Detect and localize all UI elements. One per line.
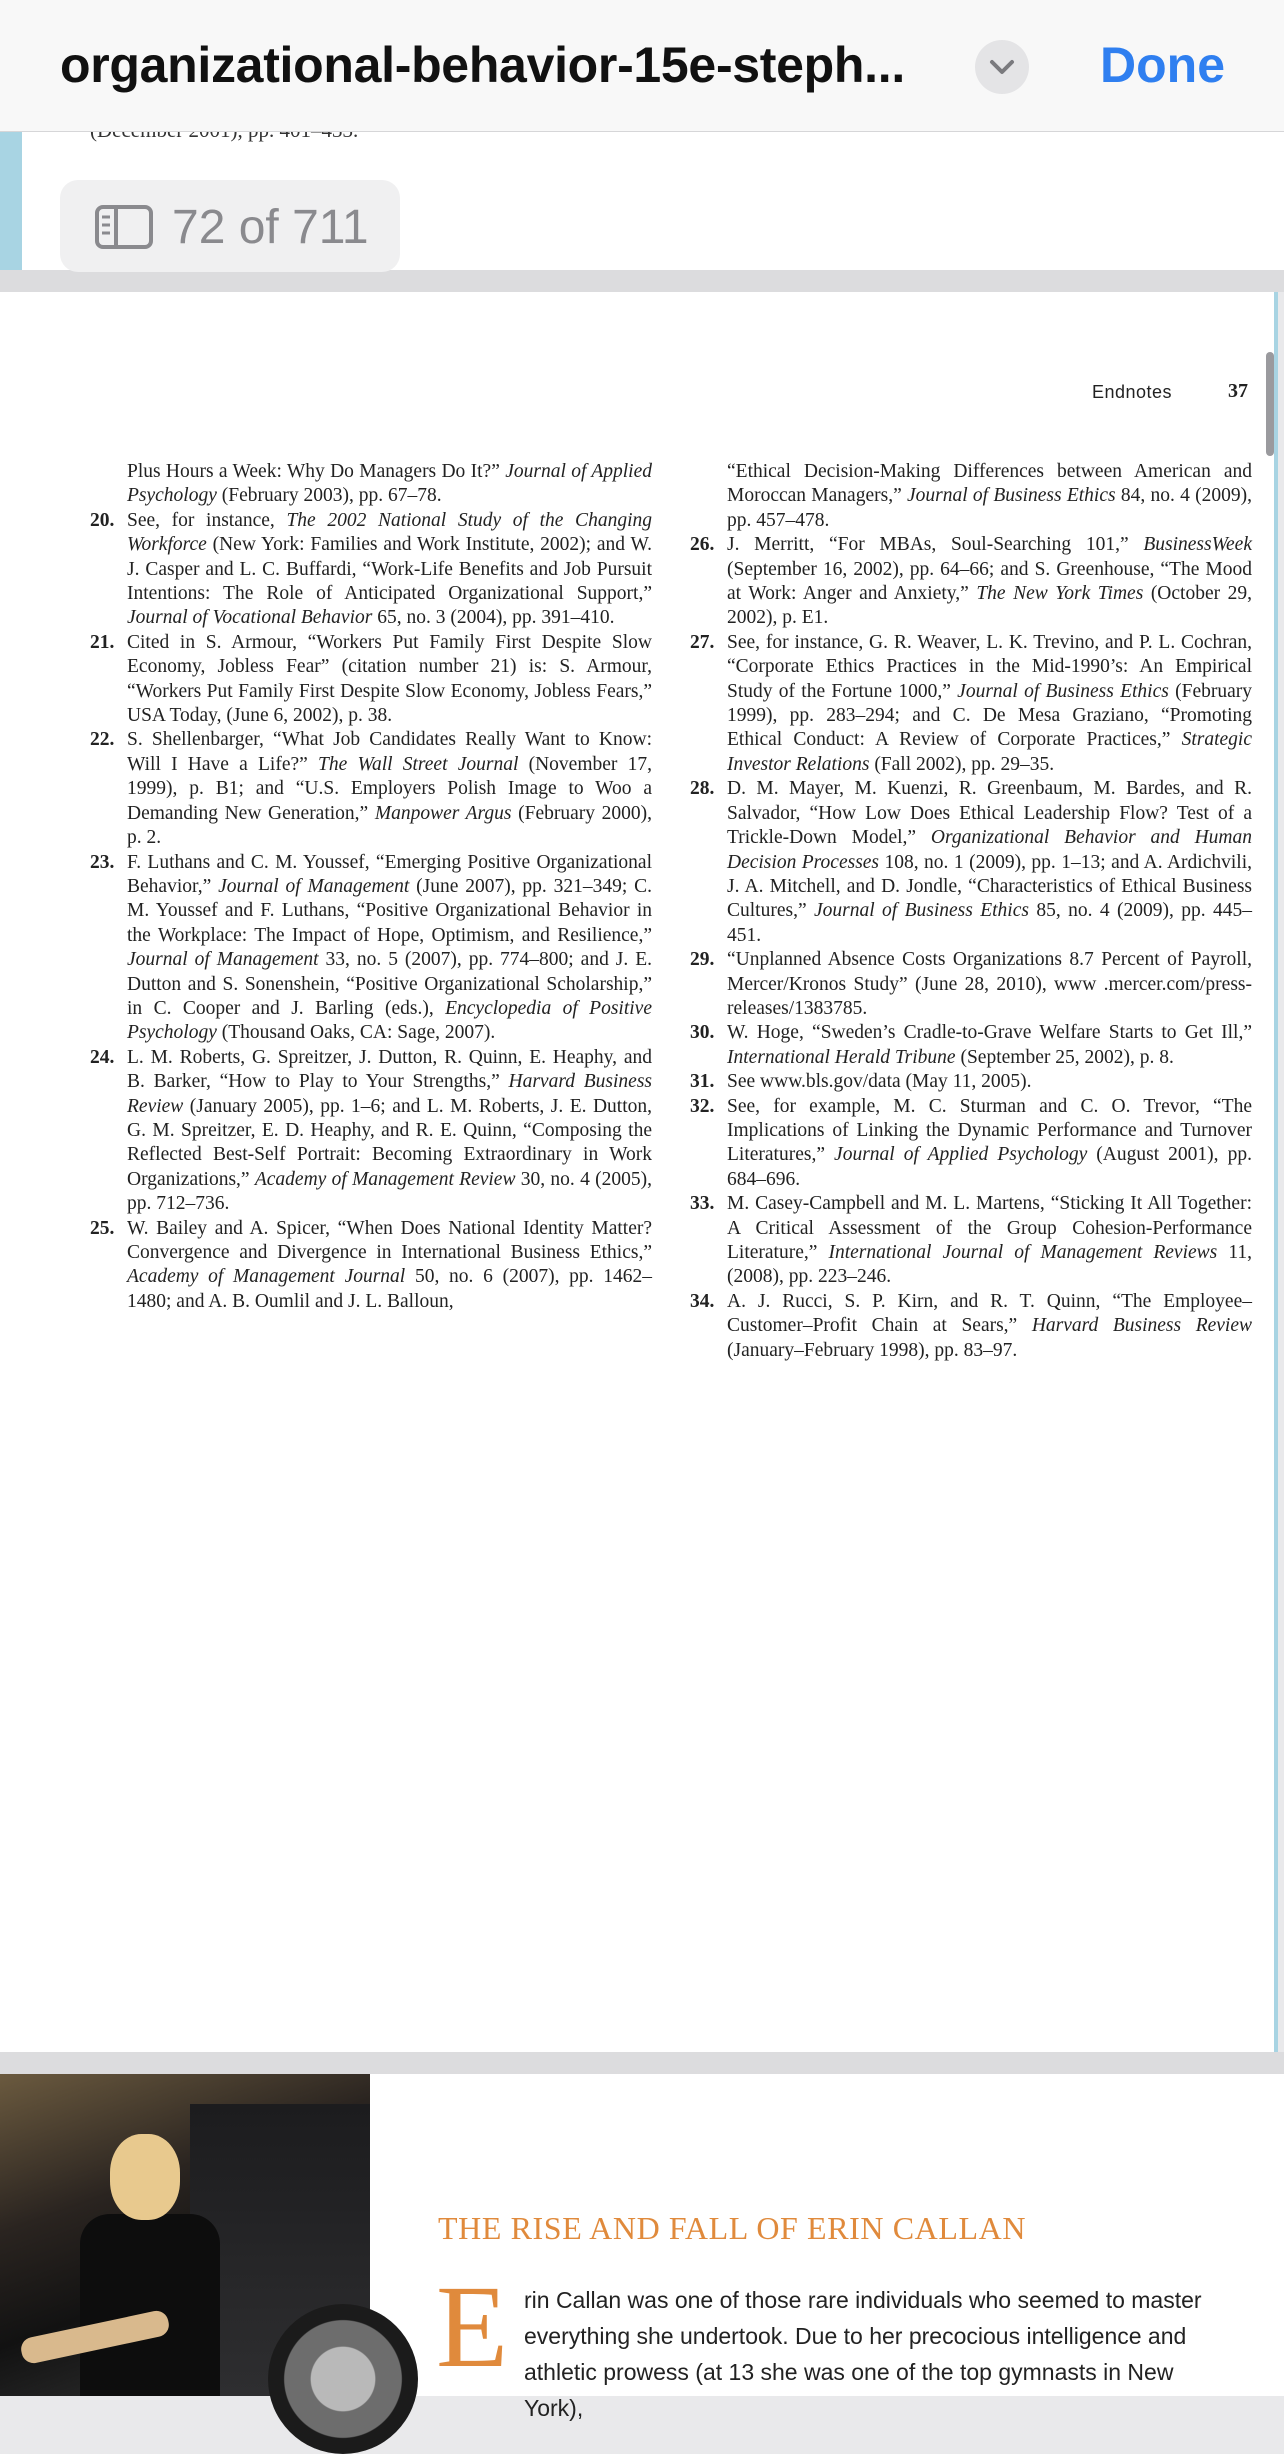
endnote-number: 32. xyxy=(690,1095,715,1117)
endnote xyxy=(690,948,1252,1021)
endnote xyxy=(690,1021,1252,1070)
endnote-text: See www.bls.gov/data (May 11, 2005). xyxy=(727,1071,1032,1093)
endnote xyxy=(90,728,652,850)
page-edge xyxy=(0,132,22,270)
endnote xyxy=(690,460,1252,533)
endnote xyxy=(690,777,1252,948)
endnote-text: S. Shellenbarger, “What Job Candidates Really Want to Know: Will I Have a Life?” The Wall Street Journal (November 17, 1999), p. B1; and “U.S. Employers Polish Image to Woo a Demanding New Generation,” Manpower Argus (February 2000), p. 2. xyxy=(127,729,652,849)
endnote-number: 29. xyxy=(690,949,715,971)
endnote-text: A. J. Rucci, S. P. Kirn, and R. T. Quinn, “The Employee–Customer–Profit Chain at Sears,” Harvard Business Review (January–February 1998), pp. 83–97. xyxy=(727,1290,1252,1361)
endnote-text: See, for instance, G. R. Weaver, L. K. Trevino, and P. L. Cochran, “Corporate Ethics Practices in the Mid-1990’s: An Empirical Study of the Fortune 1000,” Journal of Business Ethics (February 1999), pp. 283–294; and C. De Mesa Graziano, “Promoting Ethical Conduct: A Review of Corporate Practices,” Strategic Investor Relations (Fall 2002), pp. 29–35. xyxy=(727,631,1252,775)
endnote-number: 23. xyxy=(90,851,115,873)
endnote-text: D. M. Mayer, M. Kuenzi, R. Greenbaum, M. Bardes, and R. Salvador, “How Low Does Ethical Leadership Flow? Test of a Trickle-Down Model,” Organizational Behavior and Human Decision Processes 108, no. 1 (2009), pp. 1–13; and A. Ardichvili, J. A. Mitchell, and D. Jondle, “Characteristics of Ethical Business Cultures,” Journal of Business Ethics 85, no. 4 (2009), pp. 445–451. xyxy=(727,778,1252,946)
endnote-text: M. Casey-Campbell and M. L. Martens, “Sticking It All Together: A Critical Assessment of the Group Cohesion-Performance Literature,” International Journal of Management Reviews 11, (2008), pp. 223–246. xyxy=(727,1193,1252,1288)
endnote-number: 21. xyxy=(90,631,115,653)
next-page xyxy=(0,2074,1284,2421)
navigation-bar xyxy=(0,0,1284,132)
page-number: 37 xyxy=(1228,380,1248,402)
endnote-text: Plus Hours a Week: Why Do Managers Do It?” Journal of Applied Psychology (February 2003), pp. 67–78. xyxy=(127,461,652,507)
endnote-number: 25. xyxy=(90,1217,115,1239)
endnote-text: See, for example, M. C. Sturman and C. O. Trevor, “The Implications of Linking the Dynamic Performance and Turnover Literatures,” Journal of Applied Psychology (August 2001), pp. 684–696. xyxy=(727,1095,1252,1190)
endnote-text: F. Luthans and C. M. Youssef, “Emerging Positive Organizational Behavior,” Journal of Management (June 2007), pp. 321–349; C. M. Youssef and F. Luthans, “Positive Organizational Behavior in the Workplace: The Impact of Hope, Optimism, and Resilience,” Journal of Management 33, no. 5 (2007), pp. 774–800; and J. E. Dutton and S. Sonenshein, “Positive Organizational Scholarship,” in C. Cooper and J. Barling (eds.), Encyclopedia of Positive Psychology (Thousand Oaks, CA: Sage, 2007). xyxy=(127,851,653,1044)
story-title: THE RISE AND FALL OF ERIN CALLAN xyxy=(438,2210,1027,2246)
endnote-number: 30. xyxy=(690,1022,715,1044)
endnote xyxy=(90,851,652,1046)
endnote-number: 33. xyxy=(690,1193,715,1215)
endnote-number: 22. xyxy=(90,729,115,751)
story-text: rin Callan was one of those rare individuals who seemed to master everything she undertook. Due to her precocious intelligence and athletic prowess (at 13 she was one of the top gymnasts in New York), xyxy=(524,2287,1202,2421)
photo-person-body xyxy=(80,2214,220,2396)
scrollbar[interactable] xyxy=(1266,352,1274,456)
photo-person-head xyxy=(110,2134,180,2220)
running-head: Endnotes xyxy=(1092,382,1173,402)
endnote xyxy=(90,1046,652,1217)
endnote xyxy=(90,460,652,509)
endnote xyxy=(690,631,1252,777)
chevron-down-icon xyxy=(989,56,1015,78)
drop-cap: E xyxy=(436,2261,509,2392)
page-separator xyxy=(0,270,1284,292)
endnote-number: 27. xyxy=(690,631,715,653)
left-column xyxy=(90,460,652,1314)
document-page[interactable] xyxy=(0,292,1278,2052)
endnote-text: See, for instance, The 2002 National Study of the Changing Workforce (New York: Families and Work Institute, 2002); and W. J. Casper and L. C. Buffardi, “Work-Life Benefits and Job Pursuit Intentions: The Role of Anticipated Organizational Support,” Journal of Vocational Behavior 65, no. 3 (2004), pp. 391–410. xyxy=(127,509,652,629)
endnote-text: L. M. Roberts, G. Spreitzer, J. Dutton, R. Quinn, E. Heaphy, and B. Barker, “How to Play to Your Strengths,” Harvard Business Review (January 2005), pp. 1–6; and L. M. Roberts, J. E. Dutton, G. M. Spreitzer, E. D. Heaphy, and R. E. Quinn, “Composing the Reflected Best-Self Portrait: Becoming Extraordinary in Work Organizations,” Academy of Management Review 30, no. 4 (2005), pp. 712–736. xyxy=(127,1046,652,1215)
endnote-text: “Unplanned Absence Costs Organizations 8.7 Percent of Payroll, Mercer/Kronos Study” (June 28, 2010), www .mercer.com/press-releases/1383785. xyxy=(727,949,1252,1019)
endnote xyxy=(690,1095,1252,1193)
endnote-text: Cited in S. Armour, “Workers Put Family First Despite Slow Economy, Jobless Fear” (citation number 21) is: S. Armour, “Workers Put Family First Despite Slow Economy, Jobless Fears,” USA Today, (June 6, 2002), p. 38. xyxy=(127,631,652,727)
done-button[interactable]: Done xyxy=(1100,37,1225,93)
photo-wheel xyxy=(268,2304,418,2454)
endnote xyxy=(90,631,652,729)
endnote xyxy=(690,533,1252,631)
page-counter-text: 72 of 711 xyxy=(172,201,369,254)
endnote xyxy=(690,1192,1252,1290)
endnote-number: 28. xyxy=(690,778,715,800)
page-counter[interactable] xyxy=(60,180,400,272)
endnote xyxy=(90,1217,652,1315)
endnote-text: W. Hoge, “Sweden’s Cradle-to-Grave Welfare Starts to Get Ill,” International Herald Tribune (September 25, 2002), p. 8. xyxy=(727,1022,1252,1068)
sidebar-icon xyxy=(94,204,154,250)
endnote-text: J. Merritt, “For MBAs, Soul-Searching 101,” BusinessWeek (September 16, 2002), pp. 64–66; and S. Greenhouse, “The Mood at Work: Anger and Anxiety,” The New York Times (October 29, 2002), p. E1. xyxy=(727,534,1252,629)
title-menu-button[interactable] xyxy=(975,40,1029,94)
document-title[interactable]: organizational-behavior-15e-steph... xyxy=(60,37,905,93)
endnote-number: 31. xyxy=(690,1071,715,1093)
endnote-text: “Ethical Decision-Making Differences between American and Moroccan Managers,” Journal of Business Ethics 84, no. 4 (2009), pp. 457–478. xyxy=(727,461,1252,531)
endnote-number: 24. xyxy=(90,1046,115,1068)
endnote xyxy=(690,1290,1252,1363)
endnote-text: W. Bailey and A. Spicer, “When Does National Identity Matter? Convergence and Divergence in International Business Ethics,” Academy of Management Journal 50, no. 6 (2007), pp. 1462–1480; and A. B. Oumlil and J. L. Balloun, xyxy=(127,1217,652,1312)
endnote-number: 20. xyxy=(90,509,115,531)
endnote-number: 26. xyxy=(690,534,715,556)
endnote xyxy=(90,509,652,631)
story-photo xyxy=(0,2074,370,2396)
right-column xyxy=(690,460,1252,1363)
endnote-number: 34. xyxy=(690,1290,715,1312)
endnote xyxy=(690,1070,1252,1094)
page-separator xyxy=(0,2052,1284,2074)
